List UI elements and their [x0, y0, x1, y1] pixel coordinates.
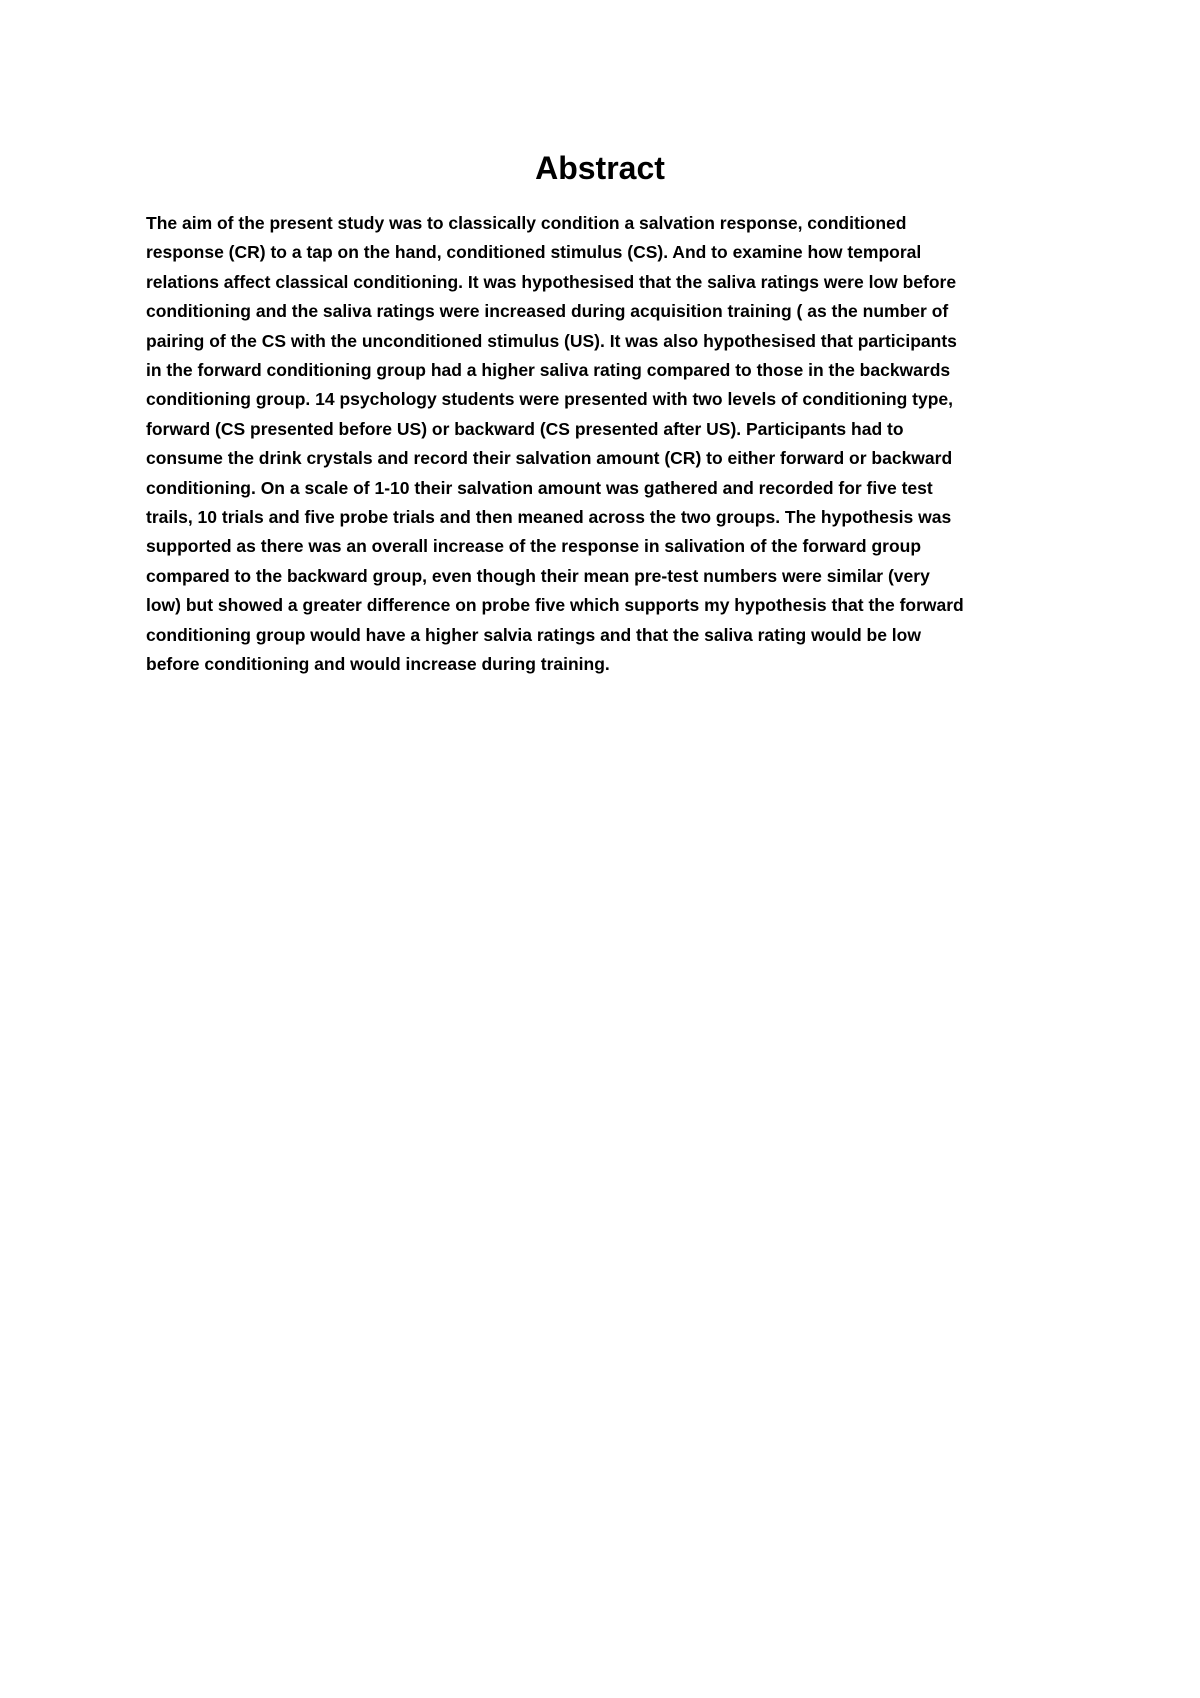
paragraph-line: compared to the backward group, even though their mean pre-test numbers were similar (very	[146, 565, 930, 586]
paragraph-line: supported as there was an overall increase of the response in salivation of the forward group	[146, 536, 922, 557]
paragraph-line: conditioning group would have a higher salvia ratings and that the saliva rating would be low	[146, 624, 921, 645]
paragraph-line: The aim of the present study was to classically condition a salvation response, conditioned	[146, 213, 907, 233]
paragraph-line: before conditioning and would increase during training.	[146, 654, 610, 675]
abstract-title: Abstract	[535, 150, 665, 186]
paragraph-line: conditioning group. 14 psychology students were presented with two levels of conditioning type,	[146, 389, 954, 410]
paragraph-line: in the forward conditioning group had a higher saliva rating compared to those in the backwards	[146, 360, 951, 381]
paragraph-line: consume the drink crystals and record their salvation amount (CR) to either forward or backward	[146, 448, 953, 469]
paragraph-line: conditioning. On a scale of 1-10 their salvation amount was gathered and recorded for five test	[146, 477, 933, 498]
abstract-paragraph	[146, 209, 1066, 680]
paragraph-line: low) but showed a greater difference on probe five which supports my hypothesis that the forward	[146, 595, 964, 616]
paragraph-line: trails, 10 trials and five probe trials and then meaned across the two groups. The hypothesis was	[146, 507, 952, 528]
paragraph-line: relations affect classical conditioning. It was hypothesised that the saliva ratings were low before	[146, 271, 957, 292]
paragraph-line: forward (CS presented before US) or backward (CS presented after US). Participants had to	[146, 418, 904, 439]
paragraph-line: conditioning and the saliva ratings were increased during acquisition training ( as the number of	[146, 301, 949, 322]
paragraph-line: response (CR) to a tap on the hand, conditioned stimulus (CS). And to examine how temporal	[146, 242, 922, 263]
paragraph-line: pairing of the CS with the unconditioned stimulus (US). It was also hypothesised that participants	[146, 330, 957, 351]
